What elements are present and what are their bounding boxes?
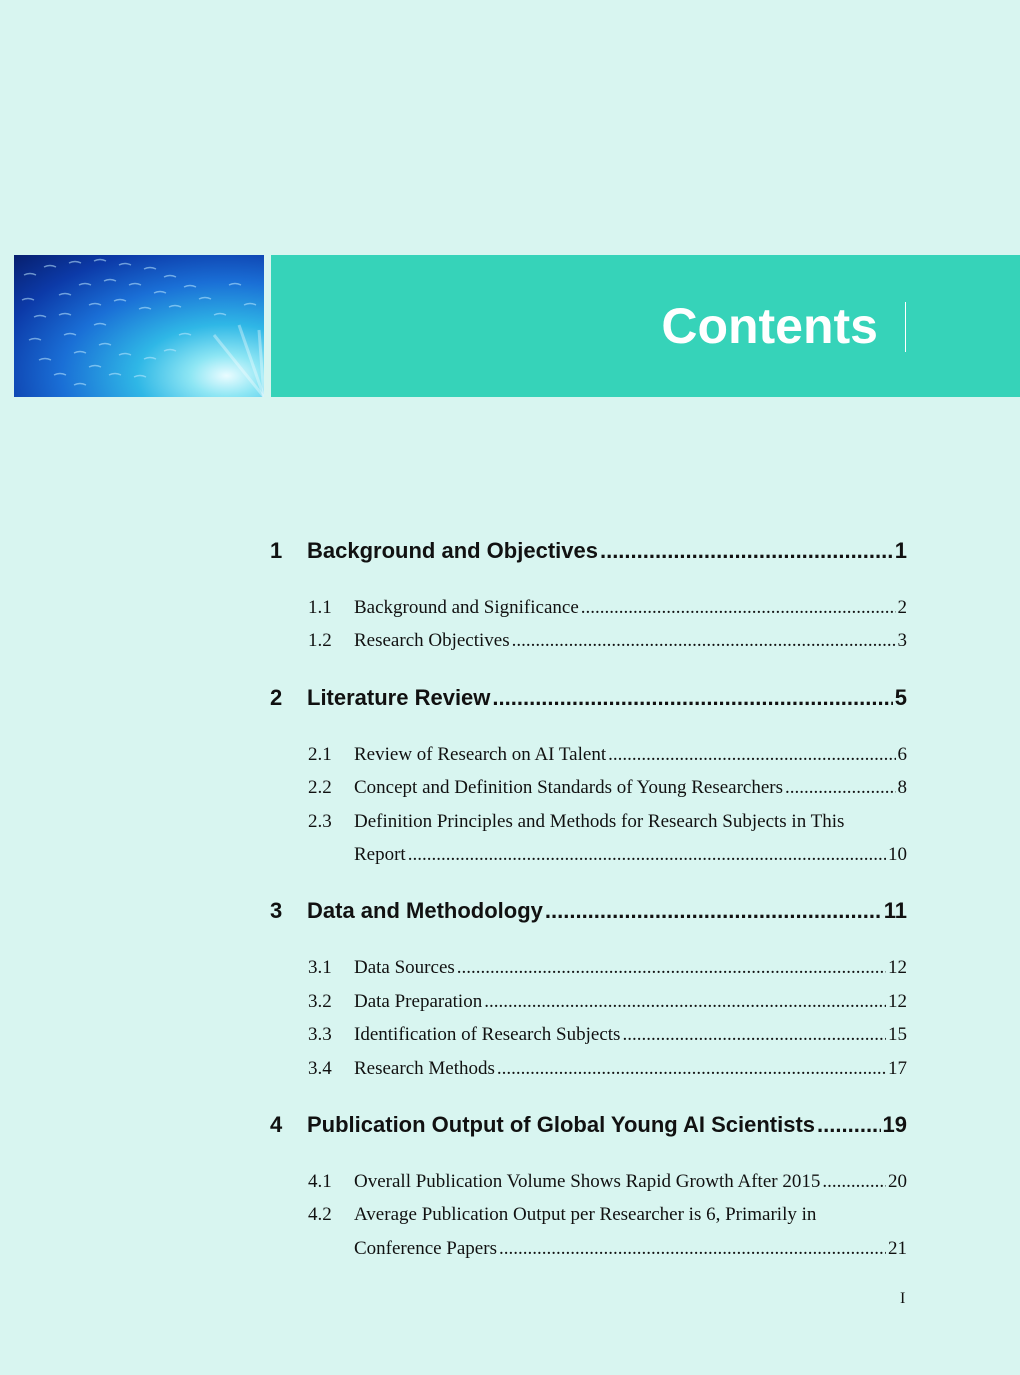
toc-section-3-1[interactable] [308,951,907,984]
toc-sections-4 [270,1165,907,1265]
section-number: 3.3 [308,1024,332,1046]
section-number: 3.4 [308,1057,332,1079]
section-page: 2 [897,597,907,618]
toc-section-1-1[interactable] [308,591,907,624]
dot-leader [608,738,895,771]
section-number: 4.1 [308,1171,332,1193]
section-title: Data Preparation [354,990,483,1012]
fish-school-illustration [14,255,264,397]
section-number: 2.1 [308,743,332,765]
dot-leader [512,624,896,657]
chapter-page: 5 [894,684,907,710]
dot-leader [581,591,896,624]
toc-section-4-2[interactable] [308,1198,907,1265]
section-title: Data Sources [354,957,455,979]
chapter-title: Publication Output of Global Young AI Scientists [307,1112,816,1138]
chapter-page: 19 [882,1112,907,1138]
chapter-page: 1 [894,538,907,563]
section-number: 2.2 [308,777,332,799]
section-title-line1: Average Publication Output per Researcher is 6, Primarily in [354,1204,817,1226]
dot-leader [497,1052,886,1085]
dot-leader [600,536,893,566]
dot-leader [492,683,892,713]
toc-chapter-4[interactable] [270,1110,907,1140]
section-number: 1.2 [308,630,332,652]
toc-section-4-1[interactable] [308,1165,907,1198]
section-title: Background and Significance [354,597,579,618]
section-page: 12 [888,990,907,1012]
section-title: Identification of Research Subjects [354,1024,621,1046]
section-number: 1.1 [308,597,332,618]
section-title: Concept and Definition Standards of Young Researchers [354,777,784,799]
section-title: Research Methods [354,1057,495,1079]
chapter-title: Data and Methodology [307,898,543,924]
dot-leader [817,1110,880,1140]
section-page: 20 [888,1171,907,1193]
toc-section-3-3[interactable] [308,1018,907,1051]
page-title: Contents [661,298,878,354]
section-title: Research Objectives [354,630,510,652]
page-number: I [900,1290,906,1307]
toc-sections-1 [270,591,907,658]
section-page: 3 [897,630,907,652]
section-number: 2.3 [308,810,332,832]
section-page: 17 [888,1057,907,1079]
section-number: 4.2 [308,1204,332,1226]
toc-chapter-2[interactable] [270,683,907,713]
toc-section-2-1[interactable] [308,738,907,771]
chapter-title: Background and Objectives [307,538,598,563]
section-page: 12 [888,957,907,979]
section-page: 21 [888,1237,907,1259]
dot-leader [457,951,886,984]
dot-leader [785,771,895,804]
title-divider [905,302,906,352]
toc-section-2-2[interactable] [308,771,907,804]
section-title: Overall Publication Volume Shows Rapid Growth After 2015 [354,1171,821,1193]
section-title: Review of Research on AI Talent [354,743,607,765]
toc-section-3-4[interactable] [308,1052,907,1085]
section-number: 3.1 [308,957,332,979]
dot-leader [822,1165,886,1198]
section-title-line1: Definition Principles and Methods for Research Subjects in This [354,810,845,832]
banner-photo-fish-school [14,255,264,397]
chapter-title: Literature Review [307,684,491,710]
section-title-line2: Conference Papers [354,1237,497,1259]
section-title-line2: Report [354,844,406,866]
chapter-page: 11 [883,898,907,924]
dot-leader [499,1232,886,1265]
header-banner [271,255,1020,397]
dot-leader [484,985,886,1018]
section-page: 6 [897,743,907,765]
dot-leader [408,838,886,871]
dot-leader [545,896,882,926]
section-number: 3.2 [308,990,332,1012]
chapter-number: 1 [270,538,283,563]
toc-sections-3 [270,951,907,1085]
toc-sections-2 [270,738,907,872]
chapter-number: 4 [270,1112,283,1138]
section-page: 15 [888,1024,907,1046]
section-page: 10 [888,844,907,866]
toc-chapter-1[interactable] [270,536,907,566]
section-page: 8 [897,777,907,799]
chapter-number: 3 [270,898,283,924]
toc-chapter-3[interactable] [270,896,907,926]
chapter-number: 2 [270,684,283,710]
toc-section-1-2[interactable] [308,624,907,657]
toc-section-2-3[interactable] [308,805,907,872]
dot-leader [622,1018,886,1051]
table-of-contents [270,536,907,1290]
toc-section-3-2[interactable] [308,985,907,1018]
